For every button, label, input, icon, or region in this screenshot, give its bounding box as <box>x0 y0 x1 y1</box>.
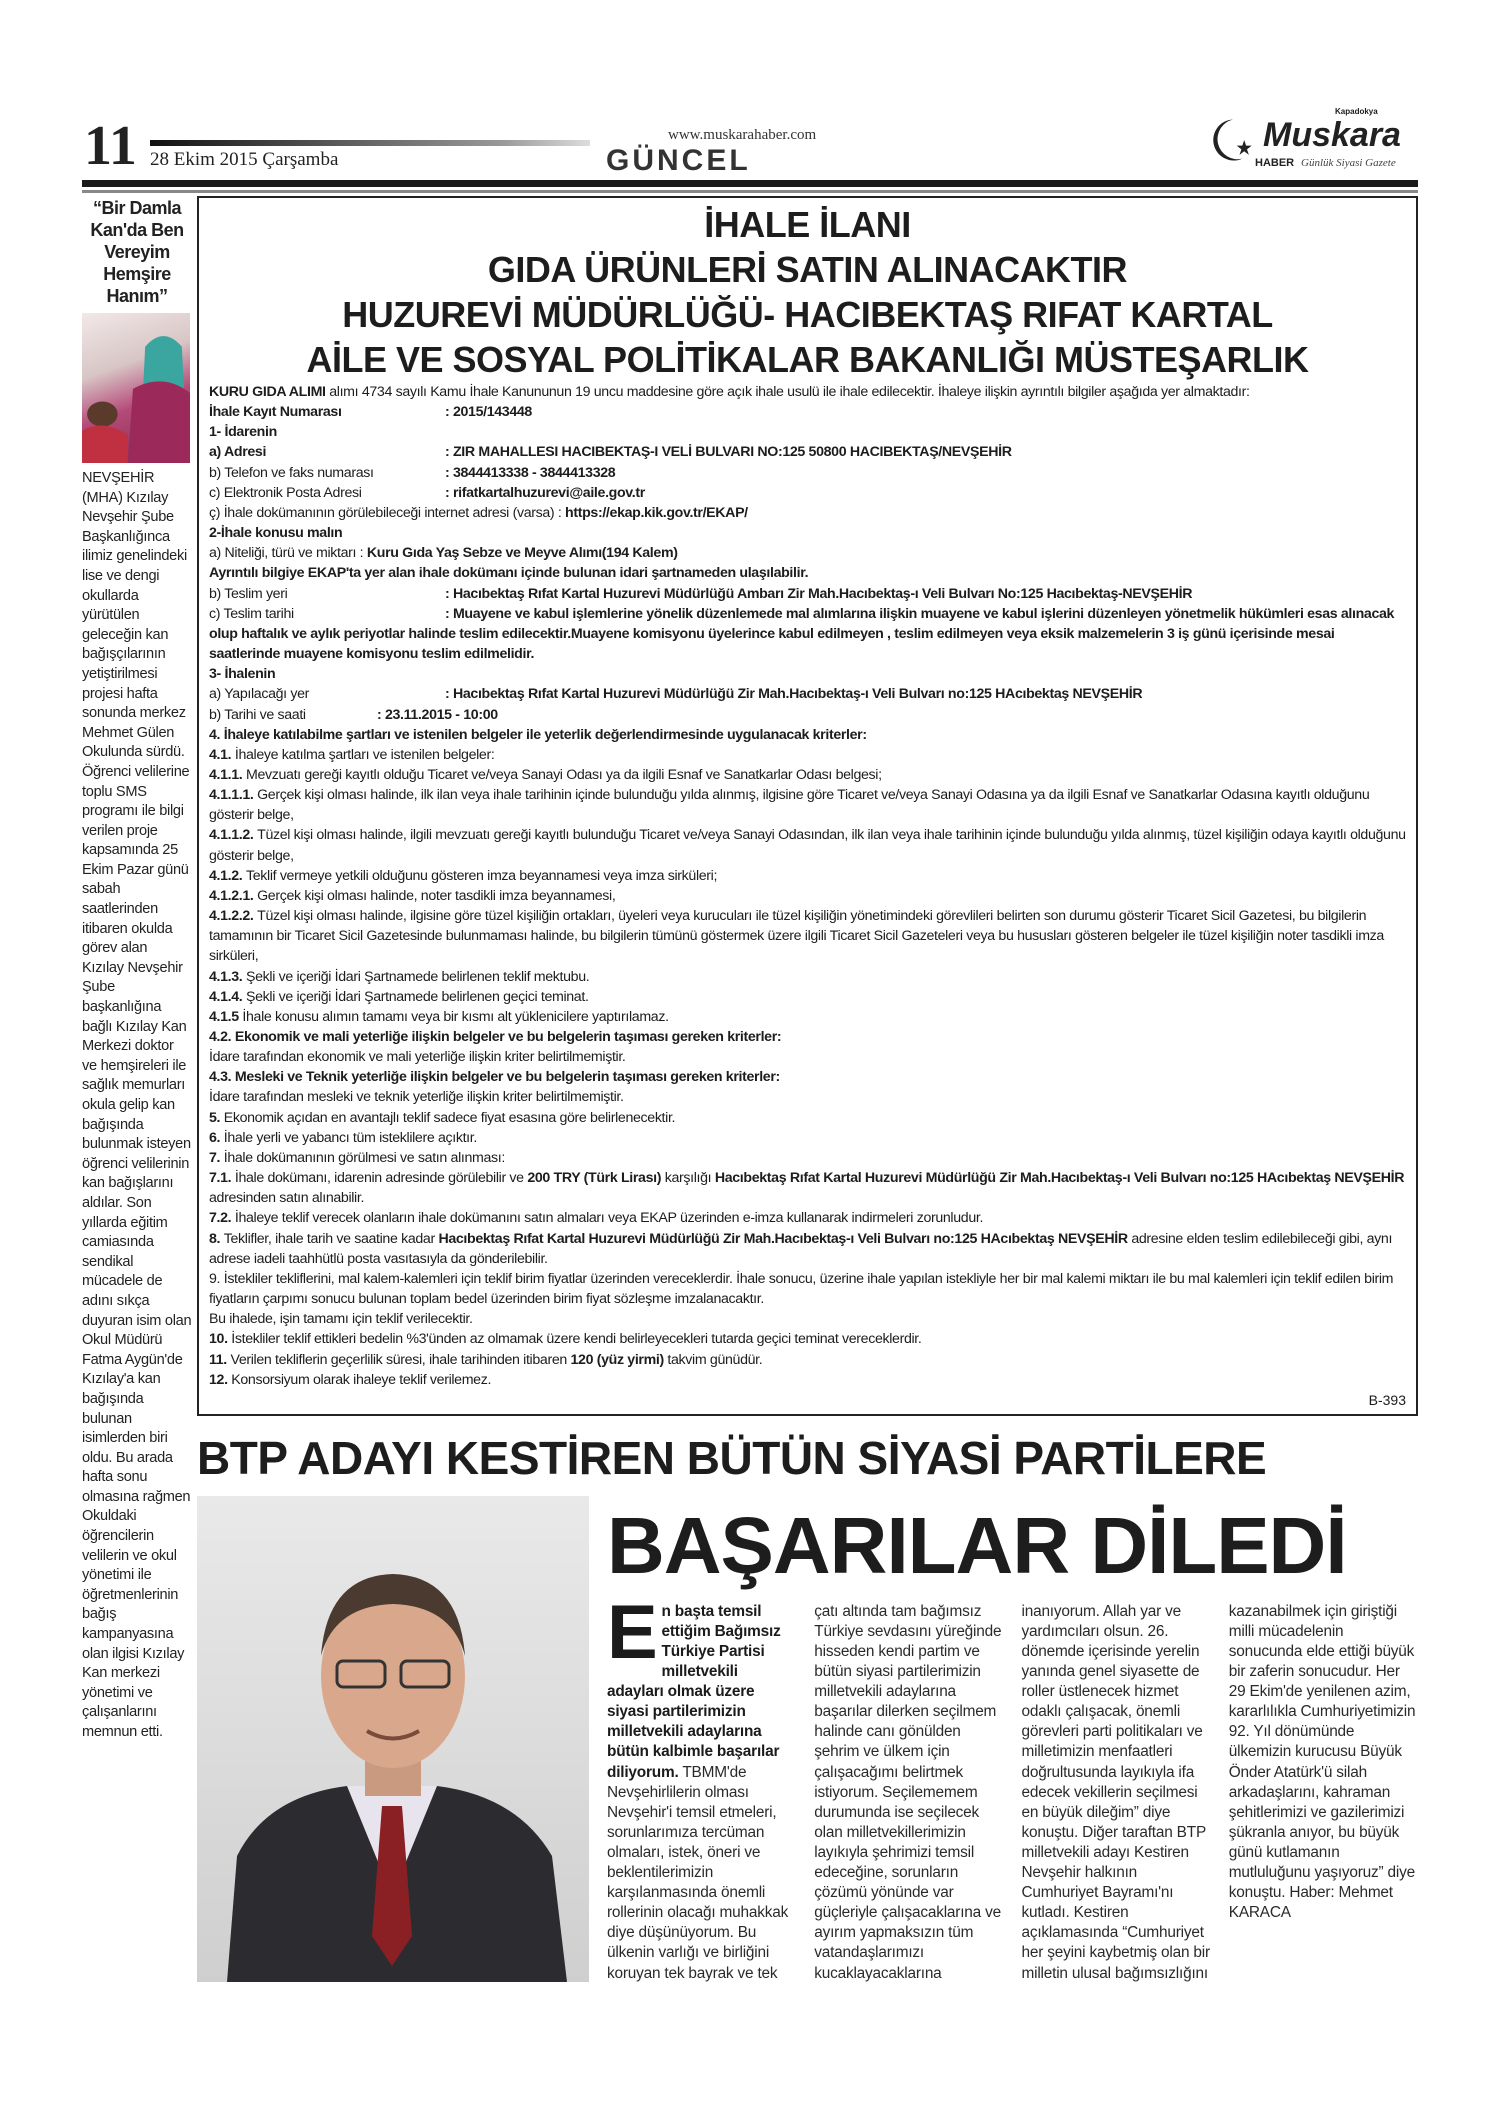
website-url: www.muskarahaber.com <box>668 127 817 143</box>
tender-text-segment: 11. <box>209 1351 231 1368</box>
tender-text-segment: 12. <box>209 1371 232 1388</box>
tender-body <box>209 382 1406 1390</box>
tender-text-segment: b) Tarihi ve saati <box>209 706 306 723</box>
tender-text-segment: İdare tarafından mesleki ve teknik yeterliğe ilişkin kriter belirtilmemiştir. <box>209 1089 624 1106</box>
issue-date: 28 Ekim 2015 Çarşamba <box>150 149 339 170</box>
tender-text-segment: 4.1. <box>209 746 235 763</box>
ad-reference-code: B-393 <box>1368 1391 1406 1408</box>
tender-text-segment: Verilen tekliflerin geçerlilik süresi, ihale tarihinden itibaren <box>230 1351 571 1368</box>
tender-text-segment: Gerçek kişi olması halinde, ilk ilan veya ihale tarihinin içinde bulunduğu yılda alınmış, ilgisine göre Ticaret ve/veya Sanayi Odasına ya da ilgili Esnaf ve Sanatkarlar Odasına kayıtlı olduğunu gösterir belge, <box>209 787 1370 824</box>
tender-paragraph <box>209 1087 1406 1107</box>
story-text: TBMM'de Nevşehirlilerin olması Nevşehir'i temsil etmeleri, sorunlarımıza tercüman olmaları, istek, öneri ve beklentilerimizin karşılanmasında önemli rollerinin olacağı muhakkak diye düşünüyorum. Bu ülkenin varlığı ve birliğini koruyan tek bayrak ve tek çatı altında tam bağımsız Türkiye sevdasını yüreğinde hisseden kendi partim ve bütün siyasi partilerimizin milletvekili adaylarına başarılar dilerken seçilmem halinde canı gönülden şehrim ve ülkem için çalışacağımı belirtmek istiyorum. Seçilememem durumunda ise seçilecek olan milletvekillerimizin layıkıyla şehrimizi temsil edeceğine, sorunların çözümü yönünde var güçleriyle çalışacaklarına ve ayırım yapmaksızın tüm vatandaşlarımızı kucaklayacaklarına inanıyorum. Allah yar ve yardımcıları olsun. 26. dönemde içerisinde yerelin yanında genel siyasette de roller üstlenecek hizmet odaklı çalışacak, önemli görevleri parti politikaları ve milletimizin menfaatleri doğrultusunda layıkıyla ifa edecek vekillerin seçilmesi en büyük dileğim” diye konuştu. Diğer taraftan BTP milletvekili adayı Kestiren Nevşehir halkının Cumhuriyet Bayramı'nı kutladı. Kestiren açıklamasında “Cumhuriyet her şeyini kaybetmiş olan bir milletin ulusal bağımsızlığını kazanabilmek için giriştiği milli mücadelenin sonucunda elde ettiği büyük bir zaferin sonucudur. Her 29 Ekim'de yenilenen azim, kararlılıkla Cumhuriyetimizin 92. Yıl dönümünde ülkemizin kurucusu Büyük Önder Atatürk'ü silah arkadaşlarını, kahraman şehitlerimizi ve gazilerimizi şükranla anıyor, bu büyük günü kutlamanın mutluluğunu yaşıyoruz” diye konuştu. Haber: Mehmet KARACA <box>607 1602 1416 1982</box>
crescent-star-icon <box>1205 112 1261 168</box>
page-number: 11 <box>84 115 137 177</box>
tender-text-segment: 4.1.1.2. <box>209 827 258 844</box>
tender-paragraph <box>209 1148 1406 1168</box>
tender-text-segment: https://ekap.kik.gov.tr/EKAP/ <box>565 504 748 521</box>
tender-text-segment: : rifatkartalhuzurevi@aile.gov.tr <box>445 484 645 501</box>
tender-text-segment: takvim günüdür. <box>663 1351 763 1368</box>
tender-text-segment: a) Niteliği, türü ve miktarı : <box>209 545 367 562</box>
tender-paragraph <box>209 886 1406 906</box>
tender-text-segment: c) Elektronik Posta Adresi <box>209 484 362 501</box>
tender-text-segment: 4.1.3. <box>209 968 246 985</box>
tender-text-segment: a) Yapılacağı yer <box>209 686 309 703</box>
tender-text-segment: Ekonomik açıdan en avantajlı teklif sadece fiyat esasına göre belirlenecektir. <box>223 1109 676 1126</box>
tender-text-segment: 120 (yüz yirmi) <box>570 1351 664 1368</box>
header-rule <box>82 180 1418 187</box>
tender-text-segment: karşılığı <box>661 1170 715 1187</box>
tender-paragraph <box>209 1350 1406 1370</box>
tender-text-segment: İhale konusu alımın tamamı veya bir kısmı alt yüklenicilere yaptırılamaz. <box>242 1008 669 1025</box>
tender-headings <box>209 202 1406 382</box>
logo-name: Muskara <box>1263 116 1401 154</box>
tender-heading: İHALE İLANI <box>704 204 911 245</box>
tender-text-segment: : Hacıbektaş Rıfat Kartal Huzurevi Müdürlüğü Ambarı Zir Mah.Hacıbektaş-ı Veli Bulvarı No:125 Hacıbektaş-NEVŞEHİR <box>445 585 1193 602</box>
tender-paragraph <box>209 987 1406 1007</box>
story-column-area <box>607 1496 1418 1984</box>
tender-paragraph <box>209 1067 1406 1087</box>
tender-text-segment: 4.2. Ekonomik ve mali yeterliğe ilişkin belgeler ve bu belgelerin taşıması gereken kriterler: <box>209 1029 782 1045</box>
tender-paragraph <box>209 584 1406 604</box>
tender-paragraph <box>209 442 1406 462</box>
tender-text-segment: İhale yerli ve yabancı tüm isteklilere açıktır. <box>223 1129 477 1146</box>
tender-text-segment: b) Teslim yeri <box>209 585 288 602</box>
side-story-photo <box>82 313 190 463</box>
tender-text-segment: İhaleye teklif verecek olanların ihale dokümanını satın almaları veya EKAP üzerinden e-imza kullanarak indirmeleri zorunludur. <box>234 1210 984 1227</box>
tender-paragraph <box>209 503 1406 523</box>
tender-paragraph <box>209 906 1406 966</box>
tender-heading: AİLE VE SOSYAL POLİTİKALAR BAKANLIĞI MÜSTEŞARLIK <box>306 339 1309 380</box>
tender-text-segment: Şekli ve içeriği İdari Şartnamede belirlenen teklif mektubu. <box>246 968 590 985</box>
tender-text-segment: : Muayene ve kabul işlemlerine yönelik düzenlemede mal alımlarına ilişkin muayene ve kabul işlerini düzenleyen yönetmelik hükümleri esas alınacak olup haftalık ve aylık periyotlar halinde teslim edilecektir.Muayene komisyonu üyelerince kabul edilmeyen , teslim edilmeyen veya eksik malzemelerin 3 iş günü içerisinde mesai saatlerinde muayene komisyonu teslim edilmelidir. <box>209 605 1395 663</box>
tender-text-segment: : ZIR MAHALLESI HACIBEKTAŞ-I VELİ BULVARI NO:125 50800 HACIBEKTAŞ/NEVŞEHİR <box>445 444 1012 461</box>
tender-text-segment: Kuru Gıda Yaş Sebze ve Meyve Alımı(194 Kalem) <box>366 545 678 562</box>
tender-text-segment: 2-İhale konusu malın <box>209 525 343 542</box>
tender-text-segment: Teklif vermeye yetkili olduğunu gösteren imza beyannamesi veya imza sirküleri; <box>246 867 718 884</box>
tender-text-segment: İhale dokümanının görülmesi ve satın alınması: <box>223 1149 505 1166</box>
tender-text-segment: : 2015/143448 <box>445 404 532 421</box>
tender-paragraph <box>209 563 1406 583</box>
tender-paragraph <box>209 483 1406 503</box>
tender-text-segment: : Hacıbektaş Rıfat Kartal Huzurevi Müdürlüğü Zir Mah.Hacıbektaş-ı Veli Bulvarı no:125 HAcıbektaş NEVŞEHİR <box>445 686 1143 703</box>
tender-text-segment: İstekliler teklif ettikleri bedelin %3'ünden az olmamak üzere kendi belirleyecekleri tutarda geçici teminat vereceklerdir. <box>231 1331 922 1348</box>
tender-paragraph <box>209 1128 1406 1148</box>
tender-paragraph <box>209 1108 1406 1128</box>
tender-paragraph <box>209 1027 1406 1047</box>
tender-paragraph <box>209 1007 1406 1027</box>
tender-text-segment: Tüzel kişi olması halinde, ilgisine göre tüzel kişiliğin ortakları, üyeleri veya kurucuları ile tüzel kişiliğin yönetimindeki görevlileri belirten son durumu gösterir Ticaret Sicil Gazetesi, bu bilgilerin tamamının bir Ticaret Sicil Gazetesinde bulunmaması halinde, bu bilgilerin tümünü göstermek üzere ilgili Ticaret Sicil Gazeteleri veya bu hususları gösteren belgeler ile tüzel kişiliğin noter tasdikli imza sirküleri, <box>209 908 1384 965</box>
tender-text-segment: Hacıbektaş Rıfat Kartal Huzurevi Müdürlüğü Zir Mah.Hacıbektaş-ı Veli Bulvarı no:125 HAcıbektaş NEVŞEHİR <box>438 1230 1128 1247</box>
tender-paragraph <box>209 543 1406 563</box>
tender-text-segment: 9. İstekliler tekliflerini, mal kalem-kalemleri için teklif birim fiyatlar üzerinden vereceklerdir. İhale sonucu, üzerine ihale yapılan istekliyle her bir mal kalemi miktarı ile bu mal kalemleri için teklif edilen birim fiyatların çarpımı sonucu bulunan toplam bedel üzerinden birim fiyat sözleşme imzalanacaktır. <box>209 1270 1394 1308</box>
tender-text-segment: 4.1.1.1. <box>209 787 258 804</box>
tender-text-segment: 4.1.2.1. <box>209 887 258 904</box>
side-story-body: NEVŞEHİR (MHA) Kızılay Nevşehir Şube Başkanlığınca ilimiz genelindeki lise ve dengi okullarda yürütülen geleceğin kan bağışçılarının yetiştirilmesi projesi hafta sonunda merkez Mehmet Gülen Okulunda sürdü. Öğrenci velilerine toplu SMS programı ile bilgi verilen proje kapsamında 25 Ekim Pazar günü sabah saatlerinden itibaren okulda görev alan Kızılay Nevşehir Şube başkanlığına bağlı Kızılay Kan Merkezi doktor ve hemşireleri ile sağlık memurları okula gelip kan bağışında bulunmak isteyen öğrenci velilerinin kan bağışlarını aldılar. Son yıllarda eğitim camiasında sendikal mücadele de adını sıkça duyuran isim olan Okul Müdürü Fatma Aygün'de Kızılay'a kan bağışında bulunan isimlerden biri oldu. Bu arada hafta sonu olmasına rağmen Okuldaki öğrencilerin velilerin ve okul yönetimi ile öğretmenlerinin bağış kampanyasına olan ilgisi Kızılay Kan merkezi yönetimi ve çalışanlarını memnun etti. <box>82 470 192 1740</box>
tender-text-segment: 4.1.1. <box>209 766 246 783</box>
headline-bottom: BAŞARILAR DİLEDİ <box>607 1500 1347 1590</box>
tender-paragraph <box>209 705 1406 725</box>
tender-paragraph <box>209 402 1406 422</box>
tender-text-segment: ç) İhale dokümanının görülebileceği internet adresi (varsa) : <box>209 504 566 521</box>
tender-text-segment: 1- İdarenin <box>209 424 277 441</box>
tender-paragraph <box>209 1309 1406 1329</box>
tender-text-segment: 4. İhaleye katılabilme şartları ve istenilen belgeler ile yeterlik değerlendirmesinde uygulanacak kriterler: <box>209 726 867 743</box>
tender-text-segment: 7. <box>209 1149 224 1166</box>
tender-paragraph <box>209 1269 1406 1309</box>
newspaper-logo <box>1205 107 1420 174</box>
tender-text-segment: 4.1.2. <box>209 867 246 884</box>
tender-text-segment: Teklifler, ihale tarih ve saatine kadar <box>223 1230 439 1247</box>
tender-text-segment: 4.1.4. <box>209 988 246 1005</box>
tender-text-segment: 5. <box>209 1109 224 1126</box>
logo-sub: HABER <box>1255 157 1295 169</box>
tender-paragraph <box>209 967 1406 987</box>
tender-text-segment: : 23.11.2015 - 10:00 <box>377 706 498 723</box>
candidate-photo <box>197 1496 589 1982</box>
tender-text-segment: 3- İhalenin <box>209 666 276 683</box>
tender-paragraph <box>209 1329 1406 1349</box>
tender-text-segment: Konsorsiyum olarak ihaleye teklif verilemez. <box>231 1371 492 1388</box>
section-title: GÜNCEL <box>606 144 751 177</box>
side-story-title: “Bir Damla Kan'da Ben Vereyim Hemşire Hanım” <box>90 198 184 306</box>
tender-paragraph <box>209 866 1406 886</box>
tender-text-segment: 10. <box>209 1331 232 1348</box>
tender-text-segment: 7.1. <box>209 1170 235 1187</box>
tender-paragraph <box>209 1208 1406 1228</box>
tender-text-segment: İhale dokümanı, idarenin adresinde görülebilir ve <box>234 1170 528 1187</box>
tender-text-segment: KURU GIDA ALIMI <box>209 384 326 400</box>
tender-paragraph <box>209 765 1406 785</box>
tender-text-segment: Hacıbektaş Rıfat Kartal Huzurevi Müdürlüğü Zir Mah.Hacıbektaş-ı Veli Bulvarı no:125 HAcıbektaş NEVŞEHİR <box>714 1170 1405 1187</box>
logo-tagline: Günlük Siyasi Gazete <box>1301 157 1396 169</box>
tender-text-segment: Tüzel kişi olması halinde, ilgili mevzuatı gereği kayıtlı bulunduğu Ticaret ve/veya Sanayi Odasından, ilk ilan veya ihale tarihinin içinde bulunduğu yılda alınmış, tüzel kişiliğin odaya kayıtlı olduğunu gösterir belge, <box>209 827 1406 864</box>
tender-text-segment: İhaleye katılma şartları ve istenilen belgeler: <box>234 746 495 763</box>
tender-heading: HUZUREVİ MÜDÜRLÜĞÜ- HACIBEKTAŞ RIFAT KARTAL <box>342 294 1273 335</box>
tender-text-segment: adresine elden teslim edilebileceği gibi, aynı adrese iadeli taahhütlü posta vasıtasıyla da gönderilebilir. <box>209 1230 1393 1267</box>
tender-paragraph <box>209 664 1406 684</box>
tender-text-segment: Ayrıntılı bilgiye EKAP'ta yer alan ihale dokümanı içinde bulunan idari şartnameden ulaşılabilir. <box>209 565 809 582</box>
logo-region: Kapadokya <box>1335 107 1378 116</box>
tender-text-segment: İdare tarafından ekonomik ve mali yeterliğe ilişkin kriter belirtilmemiştir. <box>209 1049 626 1066</box>
tender-text-segment: 8. <box>209 1230 224 1247</box>
tender-paragraph <box>209 422 1406 442</box>
headline-top: BTP ADAYI KESTİREN BÜTÜN SİYASİ PARTİLERE <box>197 1431 1267 1484</box>
tender-paragraph <box>209 745 1406 765</box>
tender-paragraph <box>209 604 1406 664</box>
drop-cap: E <box>607 1589 658 1675</box>
tender-paragraph <box>209 785 1406 825</box>
tender-text-segment: İhale Kayıt Numarası <box>209 404 342 421</box>
tender-text-segment: 4.3. Mesleki ve Teknik yeterliğe ilişkin belgeler ve bu belgelerin taşıması gereken kriterler: <box>209 1069 780 1086</box>
tender-text-segment: b) Telefon ve faks numarası <box>209 464 374 481</box>
tender-paragraph <box>209 684 1406 704</box>
tender-heading: GIDA ÜRÜNLERİ SATIN ALINACAKTIR <box>487 249 1128 290</box>
tender-paragraph <box>209 1370 1406 1390</box>
tender-text-segment: 7.2. <box>209 1210 235 1227</box>
tender-paragraph <box>209 463 1406 483</box>
story-lead: n başta temsil ettiğim Bağımsız Türkiye Partisi milletvekili adayları olmak üzere siyasi partilerimizin milletvekili adaylarına bütün kalbimle başarılar diliyorum. <box>607 1602 781 1781</box>
main-story <box>197 1496 1418 1984</box>
tender-text-segment: alımı 4734 sayılı Kamu İhale Kanununun 19 uncu maddesine göre açık ihale usulü ile ihale edilecektir. İhaleye ilişkin ayrıntılı bilgiler aşağıda yer almaktadır: <box>325 384 1250 400</box>
main-story-body <box>607 1589 1418 1984</box>
tender-announcement <box>197 196 1418 1416</box>
side-story <box>82 197 192 1743</box>
tender-text-segment: adresinden satın alınabilir. <box>209 1190 365 1207</box>
main-area <box>197 196 1418 1984</box>
tender-paragraph <box>209 523 1406 543</box>
tender-text-segment: Bu ihalede, işin tamamı için teklif verilecektir. <box>209 1311 473 1328</box>
tender-text-segment: 200 TRY (Türk Lirası) <box>527 1170 662 1187</box>
tender-text-segment: Şekli ve içeriği İdari Şartnamede belirlenen geçici teminat. <box>246 988 589 1005</box>
tender-text-segment: Gerçek kişi olması halinde, noter tasdikli imza beyannamesi, <box>257 887 616 904</box>
header-rule-thin <box>82 190 1418 193</box>
tender-text-segment: Mevzuatı gereği kayıtlı olduğu Ticaret ve/veya Sanayi Odası ya da ilgili Esnaf ve Sanatkarlar Odası belgesi; <box>246 766 882 783</box>
tender-paragraph <box>209 382 1406 402</box>
tender-text-segment: a) Adresi <box>209 444 267 461</box>
tender-text-segment: 4.1.5 <box>209 1008 243 1025</box>
tender-paragraph <box>209 725 1406 745</box>
tender-text-segment: : 3844413338 - 3844413328 <box>445 464 616 481</box>
tender-paragraph <box>209 1168 1406 1208</box>
tender-text-segment: 4.1.2.2. <box>209 908 258 925</box>
tender-paragraph <box>209 1047 1406 1067</box>
header-gradient-rule <box>150 140 590 146</box>
tender-paragraph <box>209 825 1406 865</box>
tender-text-segment: 6. <box>209 1129 224 1146</box>
tender-text-segment: c) Teslim tarihi <box>209 605 294 622</box>
tender-paragraph <box>209 1229 1406 1269</box>
